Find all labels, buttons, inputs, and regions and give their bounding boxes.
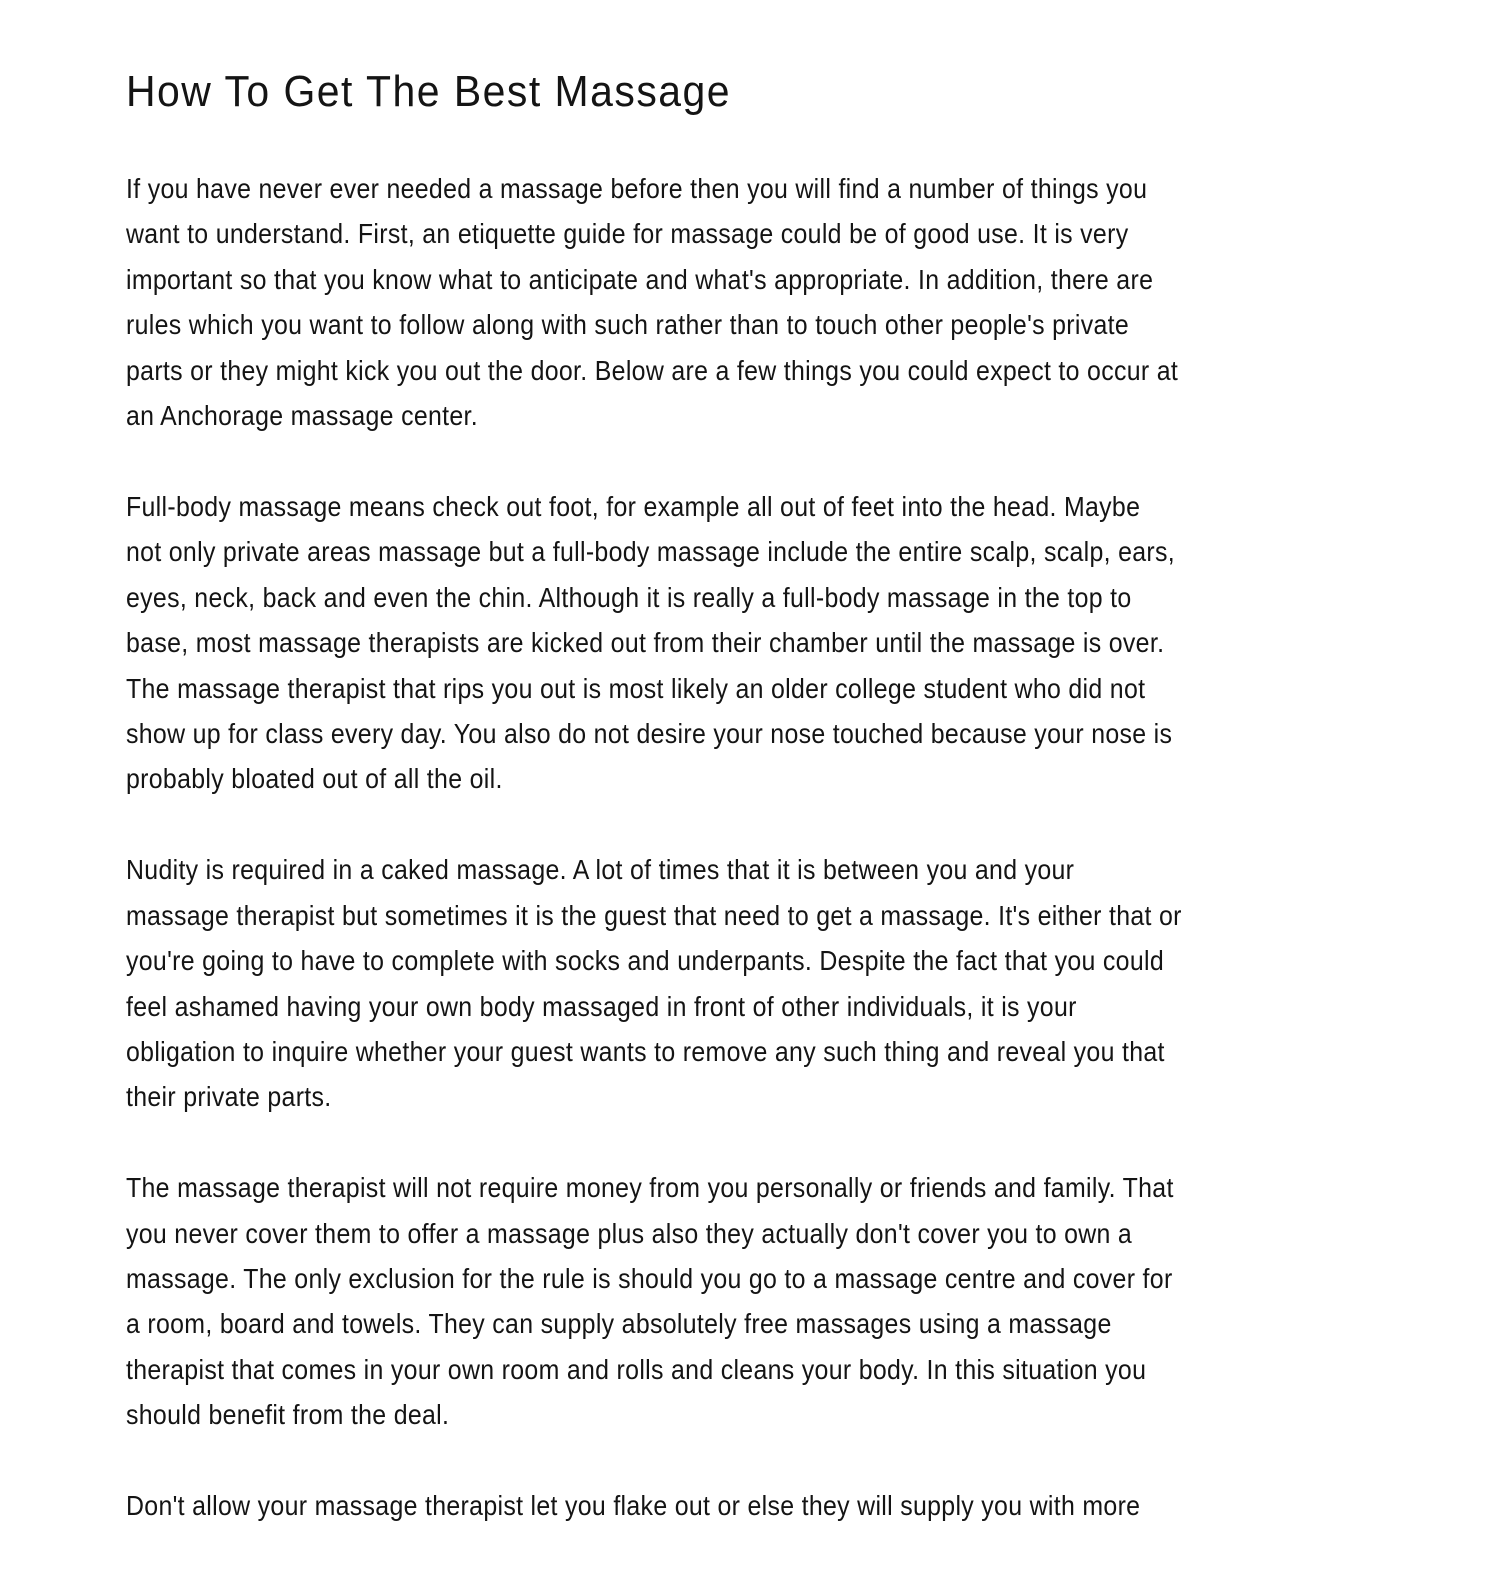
text-line: you're going to have to complete with socks and underpants. Despite the fact that you could [126,945,1164,977]
text-line: massage. The only exclusion for the rule is should you go to a massage centre and cover for [126,1263,1173,1295]
paragraph-5 [126,1483,1386,1528]
document-title: How To Get The Best Massage [126,67,732,116]
text-line: parts or they might kick you out the door. Below are a few things you could expect to occur at [126,354,1179,386]
text-line: therapist that comes in your own room and rolls and cleans your body. In this situation you [126,1353,1147,1385]
text-line: not only private areas massage but a full-body massage include the entire scalp, scalp, ears, [126,536,1176,568]
text-line: If you have never ever needed a massage before then you will find a number of things you [126,173,1148,204]
text-line: probably bloated out of all the oil. [126,763,503,795]
text-line: Don't allow your massage therapist let you flake out or else they will supply you with more [126,1490,1141,1522]
paragraph-2 [126,484,1386,802]
text-line: base, most massage therapists are kicked out from their chamber until the massage is over. [126,627,1165,659]
text-line: massage therapist but sometimes it is the guest that need to get a massage. It's either that or [126,899,1182,931]
paragraph-3 [126,847,1386,1119]
paragraph-1 [126,166,1386,438]
text-line: feel ashamed having your own body massaged in front of other individuals, it is your [126,990,1077,1022]
text-line: an Anchorage massage center. [126,400,479,432]
paragraph-4 [126,1165,1386,1437]
document-body [126,166,1386,1574]
text-line: Full-body massage means check out foot, for example all out of feet into the head. Maybe [126,490,1141,522]
text-line: Nudity is required in a caked massage. A lot of times that it is between you and your [126,854,1075,886]
text-line: The massage therapist will not require money from you personally or friends and family. That [126,1172,1174,1204]
text-line: rules which you want to follow along with such rather than to touch other people's private [126,309,1130,341]
text-line: eyes, neck, back and even the chin. Although it is really a full-body massage in the top to [126,581,1132,613]
text-line: you never cover them to offer a massage plus also they actually don't cover you to own a [126,1217,1133,1249]
text-line: their private parts. [126,1081,332,1113]
text-line: important so that you know what to anticipate and what's appropriate. In addition, there are [126,263,1154,295]
text-line: show up for class every day. You also do not desire your nose touched because your nose is [126,717,1173,749]
text-line: The massage therapist that rips you out is most likely an older college student who did not [126,672,1146,704]
text-line: want to understand. First, an etiquette guide for massage could be of good use. It is very [126,218,1129,250]
text-line: obligation to inquire whether your guest wants to remove any such thing and reveal you that [126,1035,1165,1067]
text-line: a room, board and towels. They can supply absolutely free massages using a massage [126,1308,1112,1340]
text-line: should benefit from the deal. [126,1399,450,1431]
